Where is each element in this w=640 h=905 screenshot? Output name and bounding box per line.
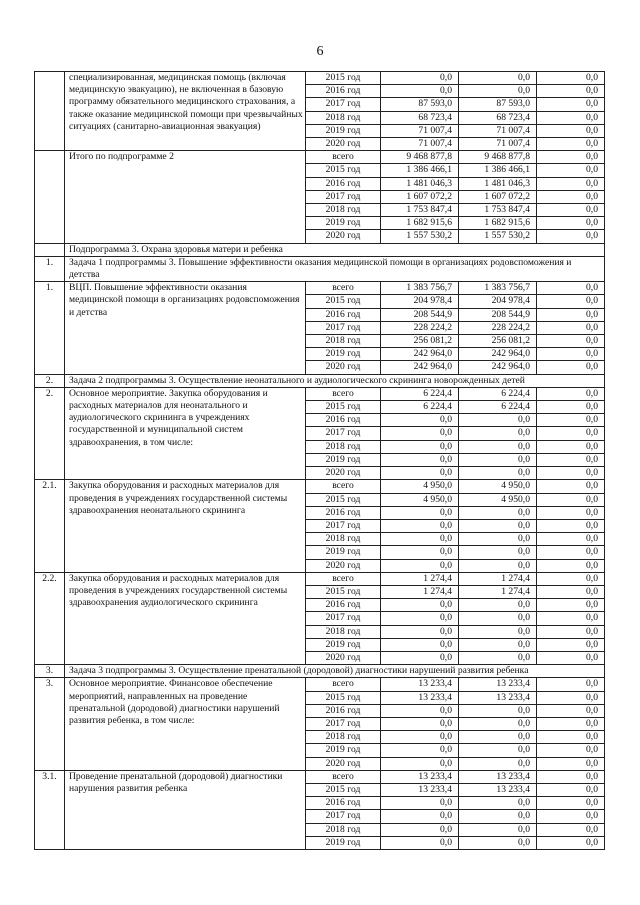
activity-name: Основное мероприятие. Закупка оборудования и расходных материалов для неонатального и аудиологического скрининга в учреждениях государственной и муниципальной систем здравоохранения, в том числе: — [65, 387, 306, 479]
total-amount-cell: 13 233,4 — [381, 691, 459, 704]
other-amount-cell: 0,0 — [537, 651, 605, 664]
other-amount-cell: 0,0 — [537, 217, 605, 230]
total-amount-cell: 13 233,4 — [381, 678, 459, 691]
total-amount-cell: 13 233,4 — [381, 783, 459, 796]
total-amount-cell: 0,0 — [381, 440, 459, 453]
table-row — [35, 72, 605, 85]
total-amount-cell: 0,0 — [381, 797, 459, 810]
period-cell: 2015 год — [306, 295, 381, 308]
budget-amount-cell: 0,0 — [459, 704, 537, 717]
activity-name: Закупка оборудования и расходных материалов для проведения в учреждениях государственной системы здравоохранения неонатального скрининга — [65, 480, 306, 572]
budget-amount-cell: 0,0 — [459, 612, 537, 625]
period-cell: всего — [306, 770, 381, 783]
total-amount-cell: 0,0 — [381, 651, 459, 664]
budget-amount-cell: 0,0 — [459, 836, 537, 849]
budget-amount-cell: 204 978,4 — [459, 295, 537, 308]
other-amount-cell: 0,0 — [537, 810, 605, 823]
other-amount-cell: 0,0 — [537, 98, 605, 111]
total-amount-cell: 0,0 — [381, 414, 459, 427]
table-row — [35, 572, 605, 585]
total-amount-cell: 0,0 — [381, 533, 459, 546]
row-index: 2. — [35, 374, 65, 387]
period-cell: 2016 год — [306, 599, 381, 612]
other-amount-cell: 0,0 — [537, 124, 605, 137]
period-cell: 2017 год — [306, 612, 381, 625]
row-index: 2.1. — [35, 480, 65, 572]
period-cell: 2018 год — [306, 731, 381, 744]
total-amount-cell: 1 383 756,7 — [381, 282, 459, 295]
period-cell: 2017 год — [306, 98, 381, 111]
budget-amount-cell: 87 593,0 — [459, 98, 537, 111]
table-row — [35, 678, 605, 691]
total-amount-cell: 228 224,2 — [381, 321, 459, 334]
period-cell: 2019 год — [306, 836, 381, 849]
period-cell: 2016 год — [306, 177, 381, 190]
period-cell: 2015 год — [306, 401, 381, 414]
period-cell: 2016 год — [306, 506, 381, 519]
period-cell: 2020 год — [306, 138, 381, 151]
period-cell: всего — [306, 480, 381, 493]
period-cell: 2015 год — [306, 783, 381, 796]
other-amount-cell: 0,0 — [537, 493, 605, 506]
period-cell: 2016 год — [306, 704, 381, 717]
section-heading: Задача 1 подпрограммы 3. Повышение эффективности оказания медицинской помощи в организациях родовспоможения и детства — [65, 256, 605, 281]
other-amount-cell: 0,0 — [537, 453, 605, 466]
total-amount-cell: 6 224,4 — [381, 401, 459, 414]
other-amount-cell: 0,0 — [537, 111, 605, 124]
period-cell: 2017 год — [306, 717, 381, 730]
period-cell: 2019 год — [306, 638, 381, 651]
budget-amount-cell: 1 383 756,7 — [459, 282, 537, 295]
budget-amount-cell: 13 233,4 — [459, 691, 537, 704]
period-cell: 2017 год — [306, 810, 381, 823]
total-amount-cell: 6 224,4 — [381, 387, 459, 400]
other-amount-cell: 0,0 — [537, 546, 605, 559]
period-cell: 2019 год — [306, 744, 381, 757]
budget-amount-cell: 208 544,9 — [459, 308, 537, 321]
total-amount-cell: 0,0 — [381, 757, 459, 770]
budget-amount-cell: 0,0 — [459, 797, 537, 810]
table-row — [35, 151, 605, 164]
activity-name: Итого по подпрограмме 2 — [65, 151, 306, 243]
other-amount-cell: 0,0 — [537, 361, 605, 374]
total-amount-cell: 4 950,0 — [381, 493, 459, 506]
budget-amount-cell: 0,0 — [459, 559, 537, 572]
budget-amount-cell: 6 224,4 — [459, 401, 537, 414]
other-amount-cell: 0,0 — [537, 770, 605, 783]
budget-amount-cell: 1 753 847,4 — [459, 204, 537, 217]
other-amount-cell: 0,0 — [537, 757, 605, 770]
other-amount-cell: 0,0 — [537, 704, 605, 717]
budget-amount-cell: 242 964,0 — [459, 348, 537, 361]
other-amount-cell: 0,0 — [537, 783, 605, 796]
total-amount-cell: 0,0 — [381, 599, 459, 612]
period-cell: 2020 год — [306, 467, 381, 480]
total-amount-cell: 0,0 — [381, 467, 459, 480]
other-amount-cell: 0,0 — [537, 599, 605, 612]
other-amount-cell: 0,0 — [537, 151, 605, 164]
period-cell: 2018 год — [306, 111, 381, 124]
other-amount-cell: 0,0 — [537, 164, 605, 177]
period-cell: 2020 год — [306, 361, 381, 374]
total-amount-cell: 1 386 466,1 — [381, 164, 459, 177]
period-cell: 2019 год — [306, 124, 381, 137]
budget-amount-cell: 1 607 072,2 — [459, 190, 537, 203]
period-cell: 2016 год — [306, 414, 381, 427]
other-amount-cell: 0,0 — [537, 836, 605, 849]
other-amount-cell: 0,0 — [537, 72, 605, 85]
period-cell: 2020 год — [306, 651, 381, 664]
other-amount-cell: 0,0 — [537, 440, 605, 453]
budget-amount-cell: 1 557 530,2 — [459, 230, 537, 243]
budget-amount-cell: 1 274,4 — [459, 572, 537, 585]
total-amount-cell: 0,0 — [381, 506, 459, 519]
section-heading: Подпрограмма 3. Охрана здоровья матери и ребенка — [65, 243, 605, 256]
total-amount-cell: 1 682 915,6 — [381, 217, 459, 230]
budget-amount-cell: 9 468 877,8 — [459, 151, 537, 164]
row-index: 2.2. — [35, 572, 65, 664]
budget-amount-cell: 6 224,4 — [459, 387, 537, 400]
other-amount-cell: 0,0 — [537, 308, 605, 321]
period-cell: 2019 год — [306, 348, 381, 361]
other-amount-cell: 0,0 — [537, 559, 605, 572]
period-cell: 2019 год — [306, 217, 381, 230]
budget-amount-cell: 0,0 — [459, 519, 537, 532]
budget-amount-cell: 0,0 — [459, 546, 537, 559]
other-amount-cell: 0,0 — [537, 744, 605, 757]
budget-amount-cell: 0,0 — [459, 427, 537, 440]
total-amount-cell: 0,0 — [381, 836, 459, 849]
other-amount-cell: 0,0 — [537, 204, 605, 217]
budget-amount-cell: 4 950,0 — [459, 493, 537, 506]
total-amount-cell: 1 481 046,3 — [381, 177, 459, 190]
budget-amount-cell: 0,0 — [459, 744, 537, 757]
budget-amount-cell: 256 081,2 — [459, 335, 537, 348]
activity-name: специализированная, медицинская помощь (включая медицинскую эвакуацию), не включенная в базовую программу обязательного медицинского страхования, а также оказание медицинской помощи при чрезвычайных ситуациях (санитарно-авиационная эвакуация) — [65, 72, 306, 151]
budget-table — [34, 71, 605, 850]
total-amount-cell: 256 081,2 — [381, 335, 459, 348]
budget-amount-cell: 0,0 — [459, 823, 537, 836]
budget-amount-cell: 71 007,4 — [459, 124, 537, 137]
period-cell: 2019 год — [306, 453, 381, 466]
other-amount-cell: 0,0 — [537, 612, 605, 625]
budget-amount-cell: 0,0 — [459, 467, 537, 480]
total-amount-cell: 242 964,0 — [381, 361, 459, 374]
other-amount-cell: 0,0 — [537, 401, 605, 414]
total-amount-cell: 0,0 — [381, 731, 459, 744]
period-cell: 2019 год — [306, 546, 381, 559]
total-amount-cell: 1 753 847,4 — [381, 204, 459, 217]
budget-amount-cell: 71 007,4 — [459, 138, 537, 151]
other-amount-cell: 0,0 — [537, 414, 605, 427]
other-amount-cell: 0,0 — [537, 282, 605, 295]
total-amount-cell: 242 964,0 — [381, 348, 459, 361]
row-index: 3. — [35, 678, 65, 770]
budget-amount-cell: 0,0 — [459, 440, 537, 453]
total-amount-cell: 4 950,0 — [381, 480, 459, 493]
budget-amount-cell: 0,0 — [459, 757, 537, 770]
total-amount-cell: 0,0 — [381, 427, 459, 440]
section-heading-row — [35, 665, 605, 678]
row-index — [35, 72, 65, 151]
period-cell: 2017 год — [306, 519, 381, 532]
other-amount-cell: 0,0 — [537, 691, 605, 704]
period-cell: 2018 год — [306, 823, 381, 836]
other-amount-cell: 0,0 — [537, 295, 605, 308]
other-amount-cell: 0,0 — [537, 335, 605, 348]
other-amount-cell: 0,0 — [537, 85, 605, 98]
period-cell: 2020 год — [306, 559, 381, 572]
period-cell: всего — [306, 572, 381, 585]
budget-amount-cell: 0,0 — [459, 85, 537, 98]
total-amount-cell: 0,0 — [381, 612, 459, 625]
period-cell: 2018 год — [306, 335, 381, 348]
total-amount-cell: 0,0 — [381, 559, 459, 572]
row-index: 1. — [35, 282, 65, 374]
section-heading-row — [35, 243, 605, 256]
period-cell: 2017 год — [306, 321, 381, 334]
total-amount-cell: 71 007,4 — [381, 138, 459, 151]
total-amount-cell: 1 557 530,2 — [381, 230, 459, 243]
other-amount-cell: 0,0 — [537, 348, 605, 361]
other-amount-cell: 0,0 — [537, 585, 605, 598]
total-amount-cell: 204 978,4 — [381, 295, 459, 308]
total-amount-cell: 0,0 — [381, 717, 459, 730]
period-cell: 2018 год — [306, 533, 381, 546]
other-amount-cell: 0,0 — [537, 717, 605, 730]
total-amount-cell: 0,0 — [381, 85, 459, 98]
budget-amount-cell: 0,0 — [459, 599, 537, 612]
budget-amount-cell: 0,0 — [459, 810, 537, 823]
table-row — [35, 480, 605, 493]
total-amount-cell: 1 607 072,2 — [381, 190, 459, 203]
budget-amount-cell: 0,0 — [459, 506, 537, 519]
total-amount-cell: 0,0 — [381, 519, 459, 532]
budget-amount-cell: 0,0 — [459, 717, 537, 730]
other-amount-cell: 0,0 — [537, 533, 605, 546]
budget-amount-cell: 13 233,4 — [459, 783, 537, 796]
period-cell: всего — [306, 387, 381, 400]
budget-amount-cell: 0,0 — [459, 651, 537, 664]
row-index: 2. — [35, 387, 65, 479]
row-index: 1. — [35, 256, 65, 281]
budget-amount-cell: 68 723,4 — [459, 111, 537, 124]
row-index — [35, 151, 65, 243]
page-number: 6 — [316, 44, 324, 59]
total-amount-cell: 0,0 — [381, 453, 459, 466]
section-heading-row — [35, 374, 605, 387]
period-cell: 2017 год — [306, 190, 381, 203]
period-cell: 2015 год — [306, 585, 381, 598]
table-row — [35, 282, 605, 295]
period-cell: 2015 год — [306, 493, 381, 506]
other-amount-cell: 0,0 — [537, 731, 605, 744]
activity-name: Основное мероприятие. Финансовое обеспечение мероприятий, направленных на проведение пренатальной (дородовой) диагностики нарушений развития ребенка, в том числе: — [65, 678, 306, 770]
other-amount-cell: 0,0 — [537, 427, 605, 440]
total-amount-cell: 0,0 — [381, 744, 459, 757]
period-cell: всего — [306, 678, 381, 691]
period-cell: 2016 год — [306, 85, 381, 98]
total-amount-cell: 1 274,4 — [381, 572, 459, 585]
budget-amount-cell: 0,0 — [459, 625, 537, 638]
total-amount-cell: 0,0 — [381, 823, 459, 836]
total-amount-cell: 13 233,4 — [381, 770, 459, 783]
budget-amount-cell: 0,0 — [459, 414, 537, 427]
section-heading-row — [35, 256, 605, 281]
activity-name: Проведение пренатальной (дородовой) диагностики нарушения развития ребенка — [65, 770, 306, 849]
budget-amount-cell: 0,0 — [459, 453, 537, 466]
budget-amount-cell: 0,0 — [459, 533, 537, 546]
period-cell: 2015 год — [306, 72, 381, 85]
total-amount-cell: 208 544,9 — [381, 308, 459, 321]
budget-amount-cell: 1 682 915,6 — [459, 217, 537, 230]
other-amount-cell: 0,0 — [537, 572, 605, 585]
period-cell: 2016 год — [306, 797, 381, 810]
other-amount-cell: 0,0 — [537, 467, 605, 480]
row-index: 3. — [35, 665, 65, 678]
other-amount-cell: 0,0 — [537, 638, 605, 651]
other-amount-cell: 0,0 — [537, 678, 605, 691]
period-cell: 2017 год — [306, 427, 381, 440]
budget-amount-cell: 13 233,4 — [459, 770, 537, 783]
budget-amount-cell: 13 233,4 — [459, 678, 537, 691]
total-amount-cell: 68 723,4 — [381, 111, 459, 124]
row-index — [35, 243, 65, 256]
table-row — [35, 387, 605, 400]
total-amount-cell: 71 007,4 — [381, 124, 459, 137]
other-amount-cell: 0,0 — [537, 519, 605, 532]
total-amount-cell: 0,0 — [381, 625, 459, 638]
other-amount-cell: 0,0 — [537, 506, 605, 519]
other-amount-cell: 0,0 — [537, 177, 605, 190]
total-amount-cell: 1 274,4 — [381, 585, 459, 598]
period-cell: 2018 год — [306, 625, 381, 638]
other-amount-cell: 0,0 — [537, 625, 605, 638]
total-amount-cell: 0,0 — [381, 72, 459, 85]
budget-amount-cell: 0,0 — [459, 731, 537, 744]
other-amount-cell: 0,0 — [537, 138, 605, 151]
period-cell: всего — [306, 282, 381, 295]
other-amount-cell: 0,0 — [537, 387, 605, 400]
total-amount-cell: 0,0 — [381, 810, 459, 823]
budget-amount-cell: 0,0 — [459, 638, 537, 651]
total-amount-cell: 87 593,0 — [381, 98, 459, 111]
period-cell: 2016 год — [306, 308, 381, 321]
total-amount-cell: 9 468 877,8 — [381, 151, 459, 164]
budget-amount-cell: 4 950,0 — [459, 480, 537, 493]
period-cell: всего — [306, 151, 381, 164]
total-amount-cell: 0,0 — [381, 704, 459, 717]
period-cell: 2015 год — [306, 691, 381, 704]
period-cell: 2020 год — [306, 230, 381, 243]
period-cell: 2018 год — [306, 440, 381, 453]
period-cell: 2020 год — [306, 757, 381, 770]
other-amount-cell: 0,0 — [537, 321, 605, 334]
section-heading: Задача 2 подпрограммы 3. Осуществление неонатального и аудиологического скрининга новорожденных детей — [65, 374, 605, 387]
total-amount-cell: 0,0 — [381, 546, 459, 559]
activity-name: Закупка оборудования и расходных материалов для проведения в учреждениях государственной системы здравоохранения аудиологического скрининга — [65, 572, 306, 664]
total-amount-cell: 0,0 — [381, 638, 459, 651]
other-amount-cell: 0,0 — [537, 797, 605, 810]
other-amount-cell: 0,0 — [537, 480, 605, 493]
budget-amount-cell: 0,0 — [459, 72, 537, 85]
budget-amount-cell: 228 224,2 — [459, 321, 537, 334]
budget-amount-cell: 1 274,4 — [459, 585, 537, 598]
row-index: 3.1. — [35, 770, 65, 849]
table-row — [35, 770, 605, 783]
period-cell: 2015 год — [306, 164, 381, 177]
period-cell: 2018 год — [306, 204, 381, 217]
other-amount-cell: 0,0 — [537, 823, 605, 836]
section-heading: Задача 3 подпрограммы 3. Осуществление пренатальной (дородовой) диагностики нарушений развития ребенка — [65, 665, 605, 678]
budget-amount-cell: 1 481 046,3 — [459, 177, 537, 190]
other-amount-cell: 0,0 — [537, 190, 605, 203]
budget-amount-cell: 1 386 466,1 — [459, 164, 537, 177]
activity-name: ВЦП. Повышение эффективности оказания медицинской помощи в организациях родовспоможения и детства — [65, 282, 306, 374]
other-amount-cell: 0,0 — [537, 230, 605, 243]
budget-amount-cell: 242 964,0 — [459, 361, 537, 374]
